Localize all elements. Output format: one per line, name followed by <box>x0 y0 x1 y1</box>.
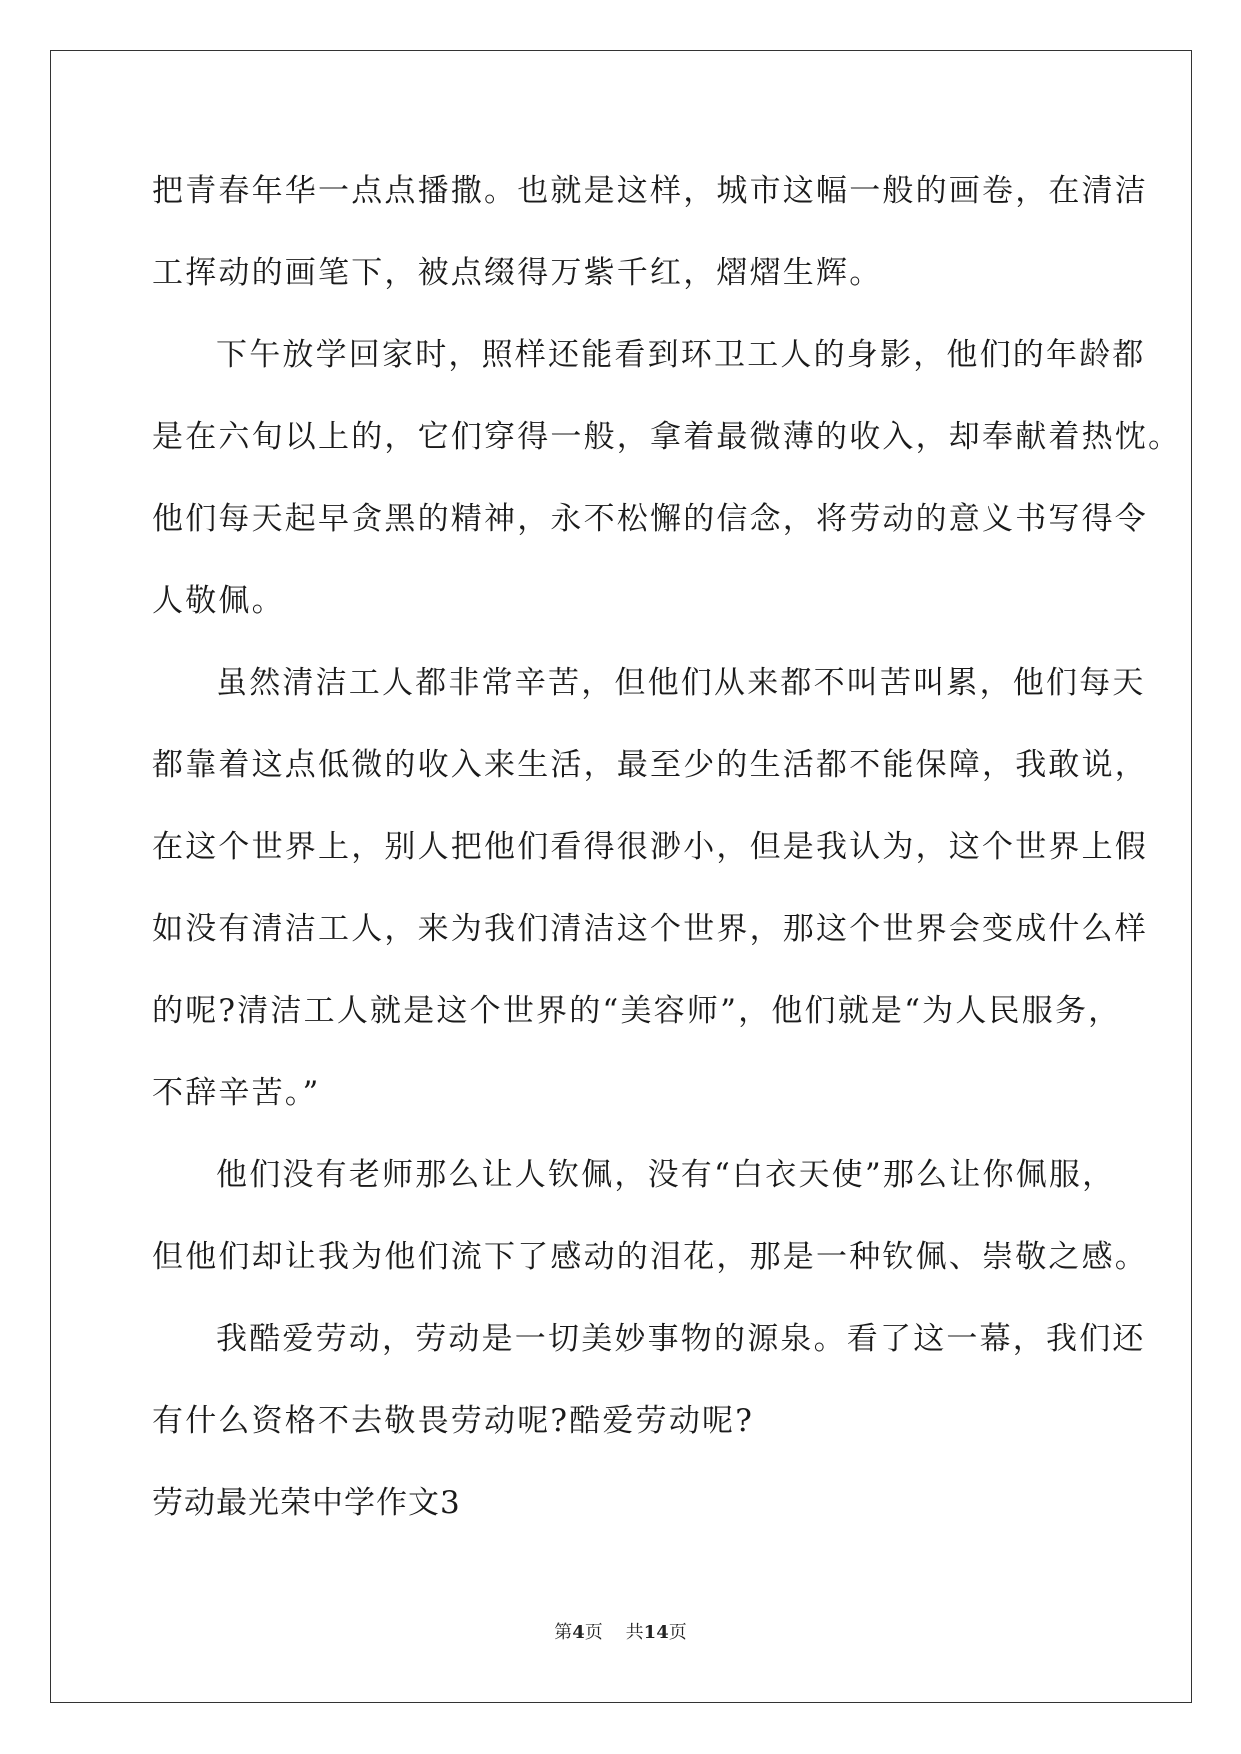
paragraph <box>152 642 1148 1134</box>
text-line: 他们每天起早贪黑的精神，永不松懈的信念，将劳动的意义书写得令 <box>152 501 1148 537</box>
paragraph <box>152 1134 1148 1298</box>
text-line: 他们没有老师那么让人钦佩，没有“白衣天使”那么让你佩服， <box>216 1157 1116 1193</box>
text-line: 把青春年华一点点播撒。也就是这样，城市这幅一般的画卷，在清洁 <box>152 173 1148 209</box>
section-heading: 劳动最光荣中学作文3 <box>152 1485 461 1521</box>
page-footer <box>0 1618 1241 1644</box>
paragraph <box>152 1298 1146 1462</box>
text-line: 下午放学回家时，照样还能看到环卫工人的身影，他们的年龄都 <box>216 337 1146 373</box>
text-line: 有什么资格不去敬畏劳动呢?酷爱劳动呢? <box>152 1403 755 1439</box>
text-line: 工挥动的画笔下，被点缀得万紫千红，熠熠生辉。 <box>152 255 883 291</box>
total-pages-number: 14 <box>643 1622 669 1643</box>
document-body <box>152 150 1182 1544</box>
text-line: 但他们却让我为他们流下了感动的泪花，那是一种钦佩、崇敬之感。 <box>152 1239 1148 1275</box>
text-line: 是在六旬以上的，它们穿得一般，拿着最微薄的收入，却奉献着热忱。 <box>152 419 1182 455</box>
page-suffix: 页 <box>584 1622 603 1643</box>
text-line: 的呢?清洁工人就是这个世界的“美容师”，他们就是“为人民服务， <box>152 993 1122 1029</box>
text-line: 都靠着这点低微的收入来生活，最至少的生活都不能保障，我敢说， <box>152 747 1148 783</box>
total-prefix: 共 <box>625 1622 644 1643</box>
text-line: 人敬佩。 <box>152 583 285 619</box>
text-line: 不辞辛苦。” <box>152 1075 321 1111</box>
paragraph <box>152 150 1148 314</box>
total-suffix: 页 <box>668 1622 687 1643</box>
text-line: 虽然清洁工人都非常辛苦，但他们从来都不叫苦叫累，他们每天 <box>216 665 1146 701</box>
current-page-number: 4 <box>572 1622 585 1643</box>
page-prefix: 第 <box>554 1622 573 1643</box>
text-line: 我酷爱劳动，劳动是一切美妙事物的源泉。看了这一幕，我们还 <box>216 1321 1146 1357</box>
text-line: 在这个世界上，别人把他们看得很渺小，但是我认为，这个世界上假 <box>152 829 1148 865</box>
text-line: 如没有清洁工人，来为我们清洁这个世界，那这个世界会变成什么样 <box>152 911 1148 947</box>
paragraph <box>152 314 1182 642</box>
